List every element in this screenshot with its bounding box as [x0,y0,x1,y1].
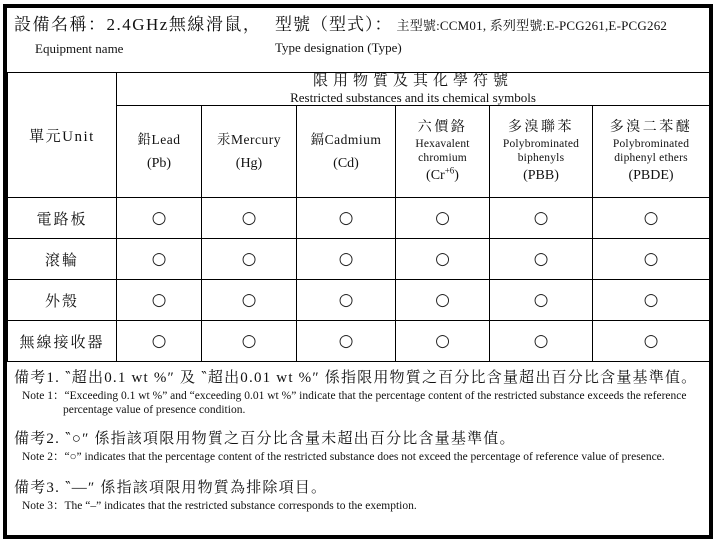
notes-section [7,362,709,513]
status-mark: ○ [297,198,396,239]
status-mark: ○ [490,198,593,239]
pbde-name-en1: Polybrominated [612,138,690,150]
status-mark: ○ [117,239,202,280]
status-mark: ○ [490,321,593,362]
note-3-zh: 備考3. ‶—″ 係指該項限用物質為排除項目。 [14,480,328,496]
document-frame [3,4,713,539]
mercury-name: 汞Mercury [217,131,281,147]
status-mark: ○ [490,239,593,280]
note-1-en: Note 1：“Exceeding 0.1 wt %” and “exceeding 0.01 wt %” indicate that the percentage content of the restricted substance exceeds the reference percentage value of presence condition. [22,390,687,416]
note-1 [14,369,705,417]
status-mark: ○ [490,280,593,321]
table-row-housing [8,280,710,321]
table-row-circuit-board [8,198,710,239]
status-mark: ○ [593,239,710,280]
unit-column-header: 單元Unit [8,73,117,198]
note-3-en: Note 3：The “–” indicates that the restricted substance corresponds to the exemption. [22,500,417,512]
status-mark: ○ [396,321,490,362]
equipment-name-en: Equipment name [35,41,124,56]
column-header-mercury [202,106,297,198]
type-model-value: 主型號:CCM01, 系列型號:E-PCG261,E-PCG262 [396,18,668,33]
chromium-name-zh: 六價鉻 [417,120,468,135]
restricted-header-zh: 限用物質及其化學符號 [313,73,514,89]
chromium-symbol-prefix: (Cr [426,168,445,183]
chromium-symbol-suffix: ) [454,168,459,183]
type-label-zh: 型號（型式）： [275,15,393,34]
restricted-substances-header-cell [117,73,710,106]
status-mark: ○ [117,321,202,362]
chromium-symbol-sup: +6 [444,165,455,176]
row-label: 無線接收器 [8,321,117,362]
column-header-cadmium [297,106,396,198]
note-1-zh: 備考1. ‶超出0.1 wt %″ 及 ‶超出0.01 wt %″ 係指限用物質之百分比含量超出百分比含量基準值。 [14,370,698,386]
status-mark: ○ [297,321,396,362]
pbb-name-zh: 多溴聯苯 [508,120,574,135]
column-header-hexavalent-chromium [396,106,490,198]
status-mark: ○ [202,239,297,280]
status-mark: ○ [202,198,297,239]
cadmium-symbol: (Cd) [333,155,359,171]
note-2-zh: 備考2. ‶○″ 係指該項限用物質之百分比含量未超出百分比含量基準值。 [14,431,516,447]
pbde-name-en2: diphenyl ethers [614,152,688,164]
status-mark: ○ [202,321,297,362]
status-mark: ○ [396,280,490,321]
status-mark: ○ [117,198,202,239]
status-mark: ○ [297,280,396,321]
row-label: 電路板 [8,198,117,239]
type-designation-line [275,15,667,35]
pbb-name-en1: Polybrominated [502,138,580,150]
lead-name: 鉛Lead [137,131,181,147]
row-label: 外殼 [8,280,117,321]
status-mark: ○ [117,280,202,321]
row-label: 滾輪 [8,239,117,280]
status-mark: ○ [396,198,490,239]
column-header-pbde [593,106,710,198]
mercury-symbol: (Hg) [235,155,263,171]
note-2 [14,430,705,464]
table-row-wireless-receiver [8,321,710,362]
chromium-name-en1: Hexavalent [415,138,470,150]
status-mark: ○ [593,321,710,362]
table-row-scroll-wheel [8,239,710,280]
pbb-symbol: (PBB) [523,168,559,183]
chromium-symbol [396,167,489,184]
cadmium-name: 鎘Cadmium [310,131,382,147]
status-mark: ○ [593,280,710,321]
type-label-en: Type designation (Type) [275,40,402,55]
restricted-substances-table [7,72,710,362]
status-mark: ○ [297,239,396,280]
column-header-pbb [490,106,593,198]
lead-symbol: (Pb) [146,155,172,171]
chromium-name-en2: chromium [418,152,467,164]
pbb-name-en2: biphenyls [517,152,565,164]
note-3 [14,479,705,513]
status-mark: ○ [593,198,710,239]
column-header-lead [117,106,202,198]
pbde-name-zh: 多溴二苯醚 [609,120,693,135]
equipment-name-zh: 設備名稱：2.4GHz無線滑鼠， [14,15,262,34]
restricted-header-en: Restricted substances and its chemical symbols [290,90,536,105]
status-mark: ○ [396,239,490,280]
type-designation-block [275,15,667,55]
pbde-symbol: (PBDE) [628,168,674,183]
note-2-en: Note 2：“○” indicates that the percentage content of the restricted substance does not exceed the percentage of reference value of presence. [22,451,665,463]
status-mark: ○ [202,280,297,321]
identification-section [7,8,709,72]
table-header-row-1 [8,73,710,106]
